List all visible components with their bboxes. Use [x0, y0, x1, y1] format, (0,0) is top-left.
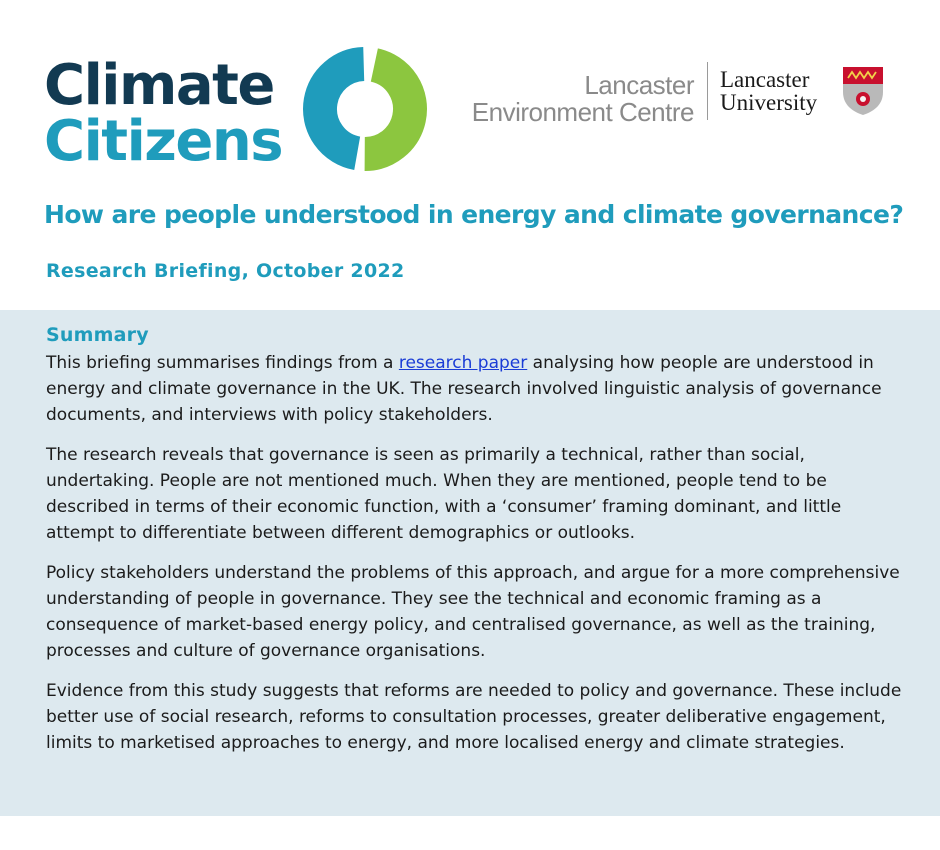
lec-line2: Environment Centre: [471, 97, 694, 127]
summary-heading: Summary: [46, 324, 149, 346]
logo-divider: [707, 62, 708, 120]
page-subtitle: Research Briefing, October 2022: [46, 260, 405, 282]
lancaster-university-logo: [720, 68, 817, 114]
summary-paragraph-2: The research reveals that governance is seen as primarily a technical, rather than social, undertaking. People are not mentioned much. When they are mentioned, people tend to be described in terms of their economic function, with a ‘consumer’ framing dominant, and little attempt to differentiate between different demographics or outlooks.: [46, 445, 842, 543]
climate-citizens-ring-icon: [302, 46, 428, 172]
lancaster-environment-centre-logo: [472, 72, 694, 126]
summary-body: [46, 350, 906, 770]
briefing-header: [0, 0, 940, 310]
research-paper-link[interactable]: research paper: [398, 353, 528, 373]
summary-paragraph-4: Evidence from this study suggests that reforms are needed to policy and governance. These include better use of social research, reforms to consultation processes, greater deliberative engagement, limits to marketised approaches to energy, and more localised energy and climate strategies.: [46, 681, 902, 753]
logo-word-climate: Climate: [44, 53, 274, 118]
lu-line1: Lancaster: [720, 67, 810, 92]
summary-paragraph-3: Policy stakeholders understand the problems of this approach, and argue for a more comprehensive understanding of people in governance. They see the technical and economic framing as a consequence of market-based energy policy, and centralised governance, as well as the training, processes and culture of governance organisations.: [46, 563, 900, 661]
summary-paragraph-1: [46, 350, 906, 428]
logo-word-citizens: Citizens: [44, 109, 283, 174]
p1-text-after: analysing how people are understood in energy and climate governance in the UK. The research involved linguistic analysis of governance documents, and interviews with policy stakeholders.: [46, 353, 882, 425]
p1-text-before: This briefing summarises findings from a: [46, 353, 399, 373]
lu-line2: University: [720, 90, 818, 115]
page-title: How are people understood in energy and climate governance?: [44, 200, 904, 229]
climate-citizens-logo: [44, 52, 444, 172]
summary-panel: [0, 310, 940, 816]
lec-line1: Lancaster: [584, 70, 694, 100]
lancaster-crest-icon: [842, 66, 884, 116]
